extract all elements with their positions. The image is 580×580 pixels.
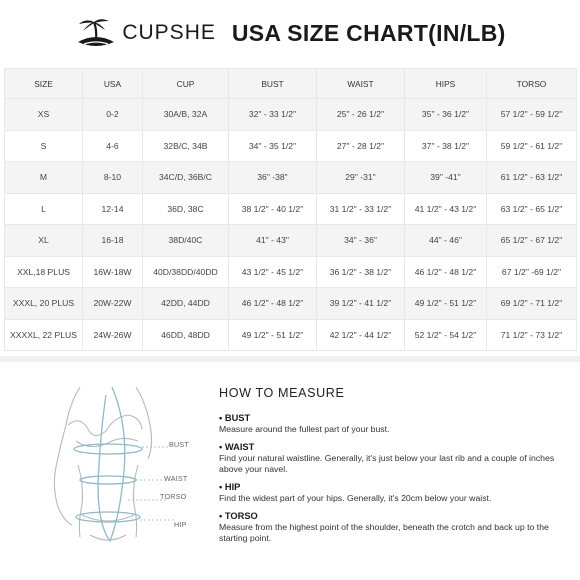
table-cell: 32B/C, 34B — [143, 130, 229, 162]
table-cell: 43 1/2" - 45 1/2" — [229, 256, 317, 288]
table-row — [5, 162, 577, 194]
table-cell: 0-2 — [83, 99, 143, 131]
table-cell: 29" -31" — [317, 162, 405, 194]
measure-desc: Find the widest part of your hips. Generally, it's 20cm below your waist. — [219, 493, 492, 503]
measure-desc: Measure from the highest point of the shoulder, beneath the crotch and back up to the starting point. — [219, 522, 549, 543]
how-to-measure — [219, 386, 574, 550]
bullet-icon: • — [219, 482, 223, 492]
waist-label: WAIST — [164, 474, 188, 483]
table-cell: 16-18 — [83, 225, 143, 257]
table-cell: 34C/D, 36B/C — [143, 162, 229, 194]
table-cell: XXXXL, 22 PLUS — [5, 319, 83, 351]
table-cell: 49 1/2" - 51 1/2" — [229, 319, 317, 351]
bust-label: BUST — [169, 440, 189, 449]
column-header: TORSO — [487, 69, 577, 99]
brand-name: CUPSHE — [122, 21, 216, 44]
measure-title: WAIST — [224, 442, 255, 452]
table-cell: 27" - 28 1/2" — [317, 130, 405, 162]
table-row — [5, 130, 577, 162]
table-cell: 41" - 43" — [229, 225, 317, 257]
table-cell: 39 1/2" - 41 1/2" — [317, 288, 405, 320]
table-cell: 41 1/2" - 43 1/2" — [405, 193, 487, 225]
table-cell: 30A/B, 32A — [143, 99, 229, 131]
table-cell: 67 1/2" -69 1/2" — [487, 256, 577, 288]
table-cell: 12-14 — [83, 193, 143, 225]
table-cell: 37" - 38 1/2" — [405, 130, 487, 162]
bullet-icon: • — [219, 413, 223, 423]
table-cell: 42DD, 44DD — [143, 288, 229, 320]
table-cell: 8-10 — [83, 162, 143, 194]
table-cell: XL — [5, 225, 83, 257]
table-cell: 46 1/2" - 48 1/2" — [229, 288, 317, 320]
brand — [74, 16, 216, 50]
table-cell: 52 1/2" - 54 1/2" — [405, 319, 487, 351]
measure-title: HIP — [224, 482, 241, 492]
column-header: CUP — [143, 69, 229, 99]
table-cell: S — [5, 130, 83, 162]
measure-item-waist — [219, 441, 574, 475]
table-row — [5, 319, 577, 351]
table-cell: 25" - 26 1/2" — [317, 99, 405, 131]
palm-tree-logo-icon — [74, 16, 118, 50]
measure-item-torso — [219, 510, 574, 544]
size-chart-table — [4, 68, 577, 351]
table-cell: 38 1/2" - 40 1/2" — [229, 193, 317, 225]
table-cell: L — [5, 193, 83, 225]
table-cell: 36" -38" — [229, 162, 317, 194]
table-cell: 34" - 35 1/2" — [229, 130, 317, 162]
column-header: WAIST — [317, 69, 405, 99]
table-row — [5, 225, 577, 257]
measure-item-hip — [219, 481, 574, 504]
bullet-icon: • — [219, 511, 223, 521]
table-cell: 24W-26W — [83, 319, 143, 351]
header — [0, 0, 580, 66]
table-cell: XXL,18 PLUS — [5, 256, 83, 288]
table-cell: 40D/38DD/40DD — [143, 256, 229, 288]
table-cell: 34" - 36" — [317, 225, 405, 257]
table-cell: 42 1/2" - 44 1/2" — [317, 319, 405, 351]
table-row — [5, 288, 577, 320]
table-cell: 35" - 36 1/2" — [405, 99, 487, 131]
table-cell: 69 1/2" - 71 1/2" — [487, 288, 577, 320]
table-cell: 39" -41" — [405, 162, 487, 194]
table-cell: 59 1/2" - 61 1/2" — [487, 130, 577, 162]
table-cell: XS — [5, 99, 83, 131]
measure-item-bust — [219, 412, 574, 435]
table-cell: 44" - 46" — [405, 225, 487, 257]
table-cell: 31 1/2" - 33 1/2" — [317, 193, 405, 225]
table-cell: 63 1/2" - 65 1/2" — [487, 193, 577, 225]
measure-desc: Find your natural waistline. Generally, it's just below your last rib and a couple of inches above your navel. — [219, 453, 555, 474]
table-cell: 32" - 33 1/2" — [229, 99, 317, 131]
measurement-figure — [28, 385, 208, 555]
bullet-icon: • — [219, 442, 223, 452]
table-cell: XXXL, 20 PLUS — [5, 288, 83, 320]
section-divider — [0, 356, 580, 362]
column-header: USA — [83, 69, 143, 99]
table-cell: 20W-22W — [83, 288, 143, 320]
table-cell: 46 1/2" - 48 1/2" — [405, 256, 487, 288]
column-header: SIZE — [5, 69, 83, 99]
table-row — [5, 193, 577, 225]
table-cell: 4-6 — [83, 130, 143, 162]
table-cell: 36 1/2" - 38 1/2" — [317, 256, 405, 288]
column-header: BUST — [229, 69, 317, 99]
table-cell: 16W-18W — [83, 256, 143, 288]
table-row — [5, 99, 577, 131]
table-cell: 71 1/2" - 73 1/2" — [487, 319, 577, 351]
table-header-row — [5, 69, 577, 99]
page-title: USA SIZE CHART(IN/LB) — [231, 19, 506, 46]
body-silhouette-icon — [28, 385, 208, 555]
column-header: HIPS — [405, 69, 487, 99]
table-row — [5, 256, 577, 288]
table-cell: 36D, 38C — [143, 193, 229, 225]
table-cell: 61 1/2" - 63 1/2" — [487, 162, 577, 194]
table-cell: M — [5, 162, 83, 194]
table-cell: 57 1/2" - 59 1/2" — [487, 99, 577, 131]
hip-label: HIP — [174, 520, 187, 529]
table-cell: 65 1/2" - 67 1/2" — [487, 225, 577, 257]
torso-label: TORSO — [160, 492, 187, 501]
measure-desc: Measure around the fullest part of your bust. — [219, 424, 390, 434]
table-cell: 38D/40C — [143, 225, 229, 257]
table-cell: 49 1/2" - 51 1/2" — [405, 288, 487, 320]
measure-title: TORSO — [224, 511, 258, 521]
measure-title: BUST — [224, 413, 251, 423]
table-cell: 46DD, 48DD — [143, 319, 229, 351]
section-title: HOW TO MEASURE — [219, 386, 345, 400]
